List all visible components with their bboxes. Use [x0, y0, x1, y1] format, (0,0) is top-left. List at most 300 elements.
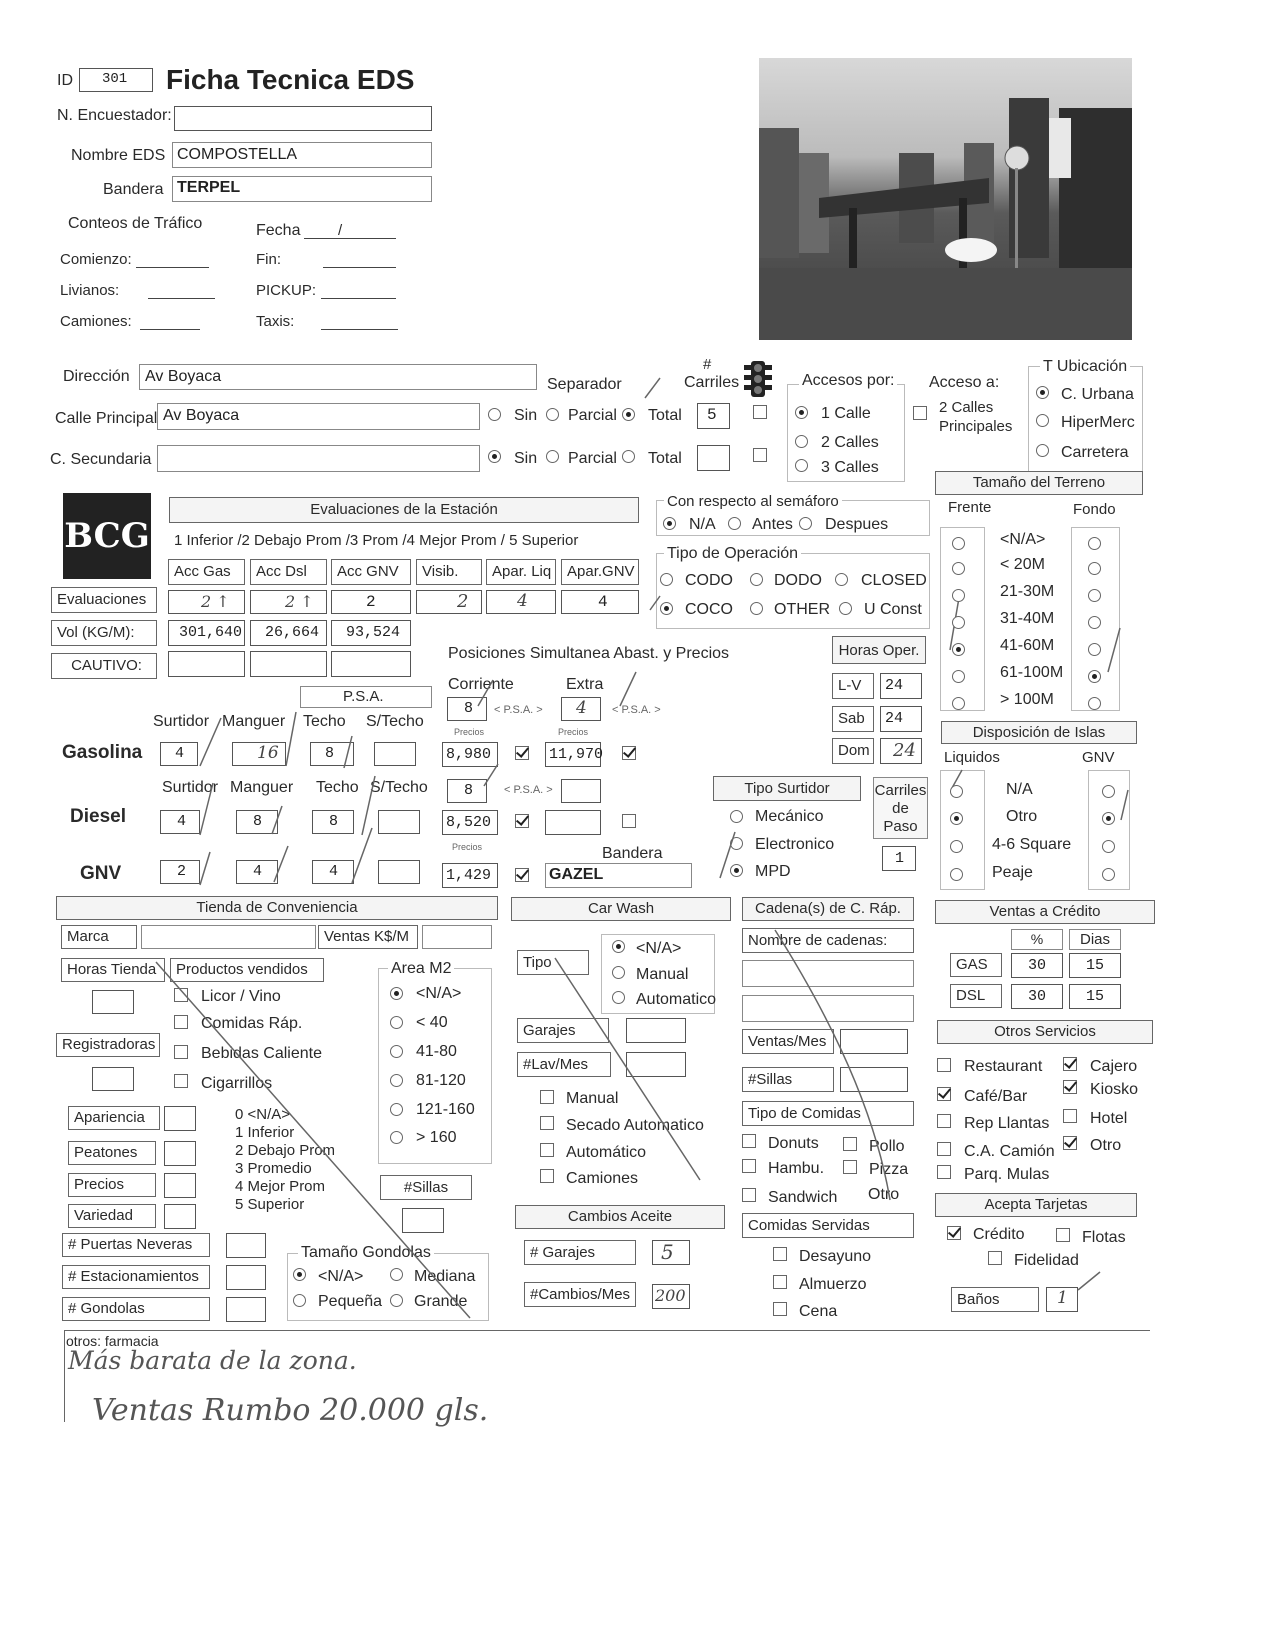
otro-hotel: Hotel — [1090, 1110, 1128, 1127]
carwash-lav-label: #Lav/Mes — [517, 1052, 611, 1077]
gas-stecho-label: S/Techo — [366, 713, 424, 730]
tc-pollo: Pollo — [869, 1138, 905, 1155]
otro-cafe-check[interactable] — [937, 1087, 951, 1101]
gond-mediana: Mediana — [414, 1268, 476, 1285]
cadenas-sillas-label: #Sillas — [742, 1067, 834, 1092]
credito-gas-pct-field[interactable] — [1011, 953, 1063, 978]
sep-secundaria-parcial-radio[interactable] — [546, 450, 559, 463]
ubicacion-hiper: HiperMerc — [1061, 414, 1135, 431]
psa-label: P.S.A. — [343, 688, 384, 705]
eval-visib-field[interactable] — [416, 590, 482, 614]
nombre-eds-field[interactable] — [172, 142, 432, 168]
tienda-variedad-label: Variedad — [68, 1204, 156, 1228]
otro-llantas-check[interactable] — [937, 1114, 951, 1128]
eval-acc-dsl-field[interactable] — [250, 590, 327, 614]
gas-corr-price-field[interactable] — [442, 742, 498, 767]
semaforo-title: Con respecto al semáforo — [664, 493, 842, 510]
cw-manual-check[interactable] — [540, 1090, 554, 1104]
dsl-extra-psa-field[interactable] — [561, 779, 601, 803]
ubicacion-carretera-radio[interactable] — [1036, 444, 1049, 457]
tarjeta-fidelidad-check[interactable] — [988, 1251, 1002, 1265]
semaforo-secundaria-check[interactable] — [753, 448, 767, 462]
gnv-check[interactable] — [515, 868, 529, 882]
dsl-extra-check[interactable] — [622, 814, 636, 828]
op-codo: CODO — [685, 572, 733, 589]
credito-dias-label: Dias — [1079, 931, 1110, 948]
psa-header — [300, 686, 432, 708]
puertas-field[interactable] — [226, 1233, 266, 1258]
op-closed-radio[interactable] — [835, 573, 848, 586]
direccion-field[interactable] — [139, 364, 537, 390]
ubicacion-hiper-radio[interactable] — [1036, 414, 1049, 427]
terreno-fondo: Fondo — [1073, 501, 1116, 518]
otro-restaurant-check[interactable] — [937, 1058, 951, 1072]
dsl-psa-tag: < P.S.A. > — [504, 784, 553, 796]
gas-techo-label: Techo — [303, 713, 346, 730]
islas-row-label-0: N/A — [1006, 781, 1033, 798]
area-radio-2[interactable] — [390, 1045, 403, 1058]
tienda-sillas-field[interactable] — [402, 1208, 444, 1233]
acceso-3calles: 3 Calles — [821, 459, 879, 476]
fecha-line[interactable] — [304, 238, 396, 239]
islas-liq-radio-3[interactable] — [950, 868, 963, 881]
carwash-garajes-field[interactable] — [626, 1018, 686, 1043]
terreno-frente-radio-4[interactable] — [952, 643, 965, 656]
direccion-value: Av Boyaca — [145, 368, 222, 385]
gnv-manguer-value: 4 — [253, 863, 263, 880]
credito-gas-dias-value: 15 — [1086, 957, 1105, 974]
terreno-frente: Frente — [948, 499, 992, 516]
otros-title: Otros Servicios — [937, 1020, 1153, 1044]
carriles-label: Carriles — [684, 374, 740, 391]
tienda-apariencia-field[interactable] — [164, 1106, 196, 1131]
dsl-techo-field[interactable] — [312, 810, 354, 834]
acceso-1calle-radio[interactable] — [795, 406, 808, 419]
gnv-price-value: 1,429 — [446, 867, 492, 884]
cw-automatico-check[interactable] — [540, 1143, 554, 1157]
gnv-price-field[interactable] — [442, 863, 498, 888]
otro-kiosko-check[interactable] — [1063, 1080, 1077, 1094]
sep-secundaria-total-radio[interactable] — [622, 450, 635, 463]
cadenas-ventas-field[interactable] — [840, 1029, 908, 1054]
gnv-bandera-field[interactable] — [545, 863, 692, 888]
prod-cigarrillos-check[interactable] — [174, 1074, 188, 1088]
conteos-label: Conteos de Tráfico — [68, 215, 203, 232]
acceso-a-check[interactable] — [913, 406, 927, 420]
carwash-garajes-label: Garajes — [517, 1018, 609, 1043]
otro-camion-check[interactable] — [937, 1142, 951, 1156]
eval-title: Evaluaciones de la Estación — [169, 497, 639, 523]
gasolina-label: Gasolina — [62, 742, 143, 763]
credito-pct-label: % — [1030, 931, 1044, 947]
surtidor-mecanico-radio[interactable] — [730, 810, 743, 823]
terreno-fondo-radio-1[interactable] — [1088, 562, 1101, 575]
tienda-ventas-field[interactable] — [422, 925, 492, 949]
area-label-4: 121-160 — [416, 1101, 475, 1118]
cs-cena-check[interactable] — [773, 1302, 787, 1316]
station-photo — [759, 58, 1132, 340]
ubicacion-urbana: C. Urbana — [1061, 386, 1134, 403]
cadenas-nombre-label: Nombre de cadenas: — [742, 928, 914, 953]
tc-donuts: Donuts — [768, 1135, 819, 1152]
tienda-precios-field[interactable] — [164, 1173, 196, 1198]
islas-gnv: GNV — [1082, 749, 1115, 766]
credito-dsl-pct-field[interactable] — [1011, 984, 1063, 1009]
estac-label: # Estacionamientos — [62, 1265, 210, 1289]
eval-apar-gnv-field[interactable] — [561, 590, 639, 614]
sep-principal-parcial-radio[interactable] — [546, 408, 559, 421]
posiciones-title: Posiciones Simultanea Abast. y Precios — [448, 645, 730, 662]
gond-na: <N/A> — [318, 1268, 364, 1285]
op-other-radio[interactable] — [750, 602, 763, 615]
aceite-garajes-value: 5 — [661, 1240, 674, 1264]
terreno-row-label-2: 21-30M — [1000, 583, 1055, 600]
credito-gas-pct-value: 30 — [1028, 957, 1047, 974]
calle-principal-label: Calle Principal — [55, 410, 158, 427]
acceso-2calles-radio[interactable] — [795, 435, 808, 448]
gnv-surtidor-field[interactable] — [160, 860, 200, 884]
eval-acc-gnv-value: 2 — [366, 593, 376, 611]
gas-extra-check[interactable] — [622, 746, 636, 760]
ubicacion-title: T Ubicación — [1040, 358, 1130, 376]
cautivo-dsl-field[interactable] — [250, 651, 327, 677]
vol-gas-field[interactable] — [168, 620, 245, 646]
scale-1: 1 Inferior — [235, 1124, 295, 1141]
semaforo-antes-radio[interactable] — [728, 517, 741, 530]
terreno-frente-radio-0[interactable] — [952, 537, 965, 550]
islas-row-label-2: 4-6 Square — [992, 836, 1072, 853]
gnv-surtidor-value: 2 — [177, 863, 187, 880]
islas-liq-radio-1[interactable] — [950, 812, 963, 825]
aceite-garajes-field[interactable] — [652, 1240, 690, 1265]
acceso-1calle: 1 Calle — [821, 405, 871, 422]
surtidor-mpd-radio[interactable] — [730, 864, 743, 877]
tienda-variedad-field[interactable] — [164, 1204, 196, 1229]
gnv-techo-field[interactable] — [312, 860, 354, 884]
area-label-2: 41-80 — [416, 1043, 457, 1060]
banos-label: Baños — [951, 1287, 1039, 1312]
area-radio-4[interactable] — [390, 1103, 403, 1116]
nombre-eds-value: COMPOSTELLA — [177, 146, 298, 163]
diesel-label: Diesel — [70, 806, 126, 827]
otro-cajero: Cajero — [1090, 1058, 1138, 1075]
gas-manguer-value: 16 — [257, 743, 279, 763]
traffic-light-icon — [744, 361, 772, 397]
otro-camion: C.A. Camión — [964, 1143, 1055, 1160]
gond-pequena-radio[interactable] — [293, 1294, 306, 1307]
terreno-row-label-1: < 20M — [1000, 556, 1045, 573]
otro-kiosko: Kiosko — [1090, 1081, 1139, 1098]
credito-dsl-dias-value: 15 — [1086, 988, 1105, 1005]
terreno-fondo-radio-4[interactable] — [1088, 643, 1101, 656]
terreno-frente-radio-1[interactable] — [952, 562, 965, 575]
area-radio-1[interactable] — [390, 1016, 403, 1029]
vol-dsl-field[interactable] — [250, 620, 327, 646]
banos-value: 1 — [1057, 1288, 1068, 1308]
comienzo-line[interactable] — [136, 267, 209, 268]
area-label-3: 81-120 — [416, 1072, 466, 1089]
gond-mediana-radio[interactable] — [390, 1268, 403, 1281]
otro-hotel-check[interactable] — [1063, 1109, 1077, 1123]
eval-acc-gnv-field[interactable] — [331, 590, 411, 614]
sep-secundaria-sin-radio[interactable] — [488, 450, 501, 463]
otro-cajero-check[interactable] — [1063, 1057, 1077, 1071]
gas-corr-precios-tag: Precios — [454, 727, 485, 737]
scale-4: 4 Mejor Prom — [235, 1178, 326, 1195]
direccion-label: Dirección — [63, 368, 130, 385]
area-radio-5[interactable] — [390, 1131, 403, 1144]
otro-cafe: Café/Bar — [964, 1088, 1028, 1105]
id-field[interactable] — [79, 68, 153, 92]
terreno-frente-radio-6[interactable] — [952, 697, 965, 710]
cadenas-sillas-field[interactable] — [840, 1067, 908, 1092]
islas-liquidos: Liquidos — [944, 749, 1000, 766]
credito-gas-dias-field[interactable] — [1069, 953, 1121, 978]
bandera-field[interactable] — [172, 176, 432, 202]
op-codo-radio[interactable] — [660, 573, 673, 586]
terreno-fondo-radio-6[interactable] — [1088, 697, 1101, 710]
eval-col-acc-gas: Acc Gas — [168, 559, 245, 585]
area-radio-3[interactable] — [390, 1074, 403, 1087]
otro-otro-check[interactable] — [1063, 1136, 1077, 1150]
horas-lv-field[interactable] — [880, 673, 922, 699]
cw-manual: Manual — [566, 1090, 619, 1107]
prod-bebidas: Bebidas Caliente — [201, 1045, 322, 1062]
terreno-fondo-radio-5[interactable] — [1088, 670, 1101, 683]
op-uconst: U Const — [864, 601, 922, 618]
aceite-cambios-field[interactable] — [652, 1284, 690, 1309]
tienda-precios-label: Precios — [68, 1173, 156, 1197]
islas-row-label-1: Otro — [1006, 808, 1038, 825]
eval-acc-dsl-value: 2 ↑ — [285, 592, 314, 611]
islas-gnv-radio-1[interactable] — [1102, 812, 1115, 825]
dsl-corr-check[interactable] — [515, 814, 529, 828]
gnv-techo-value: 4 — [329, 863, 339, 880]
surtidor-electronico: Electronico — [755, 836, 835, 853]
carwash-manual-radio[interactable] — [612, 966, 625, 979]
dsl-manguer-field[interactable] — [236, 810, 278, 834]
dsl-extra-price-field[interactable] — [545, 810, 601, 835]
gond-grande: Grande — [414, 1293, 468, 1310]
tc-hambu-check[interactable] — [742, 1159, 756, 1173]
otro-mulas-check[interactable] — [937, 1165, 951, 1179]
prod-cigarrillos: Cigarrillos — [201, 1075, 273, 1092]
op-coco-radio[interactable] — [660, 602, 673, 615]
tienda-sillas-label: #Sillas — [380, 1175, 472, 1200]
tc-pizza-check[interactable] — [843, 1160, 857, 1174]
carriles-paso-field[interactable] — [882, 846, 916, 871]
gas-techo-field[interactable] — [310, 742, 354, 766]
gas-techo-value: 8 — [325, 745, 335, 762]
terreno-row-label-3: 31-40M — [1000, 610, 1055, 627]
otro-otro: Otro — [1090, 1137, 1122, 1154]
cw-camiones: Camiones — [566, 1170, 639, 1187]
gond-grande-radio[interactable] — [390, 1294, 403, 1307]
dsl-surtidor-field[interactable] — [160, 810, 200, 834]
gondolas-field[interactable] — [226, 1297, 266, 1322]
tienda-marca-label: Marca — [61, 925, 137, 949]
carriles-secundaria-field[interactable] — [697, 445, 730, 471]
carwash-lav-field[interactable] — [626, 1052, 686, 1077]
cautivo-gnv-field[interactable] — [331, 651, 411, 677]
notes-line1: Más barata de la zona. — [68, 1346, 357, 1375]
carriles-principal-field[interactable] — [697, 403, 730, 429]
sep-principal-sin-radio[interactable] — [488, 408, 501, 421]
terreno-fondo-radio-3[interactable] — [1088, 616, 1101, 629]
cw-secado-check[interactable] — [540, 1116, 554, 1130]
horas-title: Horas Oper. — [832, 636, 926, 664]
tc-sandwich-check[interactable] — [742, 1188, 756, 1202]
carwash-auto-radio[interactable] — [612, 991, 625, 1004]
vol-gnv-field[interactable] — [331, 620, 411, 646]
tienda-title: Tienda de Conveniencia — [56, 896, 498, 920]
corriente-label: Corriente — [448, 676, 514, 693]
cw-camiones-check[interactable] — [540, 1169, 554, 1183]
area-title: Area M2 — [388, 960, 454, 978]
tienda-peatones-field[interactable] — [164, 1141, 196, 1166]
cautivo-label: CAUTIVO: — [51, 653, 157, 679]
tc-hambu: Hambu. — [768, 1160, 825, 1177]
gnv-manguer-field[interactable] — [236, 860, 278, 884]
evaluaciones-label: Evaluaciones — [51, 587, 157, 613]
gnv-stecho-field[interactable] — [378, 860, 420, 884]
ubicacion-urbana-radio[interactable] — [1036, 386, 1049, 399]
eval-scale: 1 Inferior /2 Debajo Prom /3 Prom /4 Mejor Prom / 5 Superior — [174, 532, 579, 549]
c-secundaria-field[interactable] — [157, 445, 480, 472]
taxis-line[interactable] — [321, 329, 398, 330]
puertas-label: # Puertas Neveras — [62, 1233, 210, 1257]
cadenas-nombre-field1[interactable] — [742, 960, 914, 987]
credito-dsl-dias-field[interactable] — [1069, 984, 1121, 1009]
tarjeta-credito-check[interactable] — [947, 1226, 961, 1240]
surtidor-mpd: MPD — [755, 863, 791, 880]
prod-bebidas-check[interactable] — [174, 1045, 188, 1059]
area-label-0: <N/A> — [416, 985, 462, 1002]
livianos-line[interactable] — [148, 298, 215, 299]
registradoras-field[interactable] — [92, 1067, 134, 1091]
islas-liq-radio-2[interactable] — [950, 840, 963, 853]
gas-extra-price-field[interactable] — [545, 742, 604, 767]
cw-secado: Secado Automatico — [566, 1117, 704, 1134]
cautivo-gas-field[interactable] — [168, 651, 245, 677]
gas-surtidor-field[interactable] — [160, 742, 198, 766]
islas-gnv-radio-3[interactable] — [1102, 868, 1115, 881]
semaforo-principal-check[interactable] — [753, 405, 767, 419]
eval-col-apar-gnv: Apar.GNV — [561, 559, 639, 585]
horas-sab-field[interactable] — [880, 706, 922, 732]
surtidor-electronico-radio[interactable] — [730, 837, 743, 850]
tienda-marca-field[interactable] — [141, 925, 316, 949]
terreno-fondo-radio-2[interactable] — [1088, 589, 1101, 602]
cs-cena: Cena — [799, 1303, 838, 1320]
tienda-ventas-label: Ventas K$/M — [318, 925, 418, 949]
tc-donuts-check[interactable] — [742, 1134, 756, 1148]
carriles-paso-l1: Carriles — [874, 782, 927, 799]
gond-na-radio[interactable] — [293, 1268, 306, 1281]
pickup-line[interactable] — [321, 298, 396, 299]
carwash-tipo-label: Tipo — [517, 950, 589, 975]
semaforo-despues: Despues — [825, 516, 889, 533]
gas-manguer-field[interactable] — [232, 742, 286, 766]
dsl-stecho-field[interactable] — [378, 810, 420, 834]
cs-almuerzo: Almuerzo — [799, 1276, 867, 1293]
carriles-paso-l2: de — [892, 800, 909, 817]
gondolas-title: Tamaño Gondolas — [298, 1244, 434, 1262]
horas-tienda-field[interactable] — [92, 990, 134, 1014]
estac-field[interactable] — [226, 1265, 266, 1290]
scale-2: 2 Debajo Prom — [235, 1142, 336, 1159]
terreno-frente-radio-3[interactable] — [952, 616, 965, 629]
semaforo-despues-radio[interactable] — [799, 517, 812, 530]
bcg-logo — [63, 493, 151, 579]
banos-field[interactable] — [1046, 1287, 1078, 1312]
sep-principal-sin: Sin — [514, 407, 538, 424]
eval-acc-gas-field[interactable] — [168, 590, 245, 614]
islas-gnv-radio-0[interactable] — [1102, 785, 1115, 798]
prod-comidas-check[interactable] — [174, 1015, 188, 1029]
dsl-surtidor-label: Surtidor — [162, 779, 219, 796]
horas-dom-field[interactable] — [880, 738, 922, 764]
cs-desayuno-check[interactable] — [773, 1247, 787, 1261]
eval-col-acc-gnv: Acc GNV — [331, 559, 411, 585]
terreno-fondo-radio-0[interactable] — [1088, 537, 1101, 550]
carwash-na-radio[interactable] — [612, 940, 625, 953]
dsl-precios-tag: Precios — [452, 842, 483, 852]
terreno-frente-radio-2[interactable] — [952, 589, 965, 602]
op-dodo-radio[interactable] — [750, 573, 763, 586]
gas-extra-psa-value: 4 — [576, 698, 587, 718]
scale-0: 0 <N/A> — [235, 1106, 291, 1123]
cs-almuerzo-check[interactable] — [773, 1275, 787, 1289]
dsl-price-field[interactable] — [442, 810, 498, 835]
camiones-label: Camiones: — [60, 313, 132, 330]
tc-pollo-check[interactable] — [843, 1137, 857, 1151]
camiones-line[interactable] — [140, 329, 200, 330]
area-label-1: < 40 — [416, 1014, 448, 1031]
fin-line[interactable] — [323, 267, 396, 268]
terreno-frente-radio-5[interactable] — [952, 670, 965, 683]
area-radio-0[interactable] — [390, 987, 403, 1000]
op-uconst-radio[interactable] — [839, 602, 852, 615]
sep-principal-total-radio[interactable] — [622, 408, 635, 421]
encuestador-field[interactable] — [174, 106, 432, 131]
acceso-3calles-radio[interactable] — [795, 459, 808, 472]
tarjeta-flotas-check[interactable] — [1056, 1228, 1070, 1242]
carriles-hash: # — [703, 356, 712, 373]
gas-corr-psa-field[interactable] — [447, 697, 487, 721]
gas-extra-psa-field[interactable] — [561, 697, 601, 721]
credito-title: Ventas a Crédito — [935, 900, 1155, 924]
calle-principal-field[interactable] — [157, 403, 480, 430]
gas-corr-check[interactable] — [515, 746, 529, 760]
credito-pct-header — [1011, 929, 1063, 950]
prod-licor-check[interactable] — [174, 988, 188, 1002]
prod-comidas: Comidas Ráp. — [201, 1015, 303, 1032]
gas-stecho-field[interactable] — [374, 742, 416, 766]
calle-principal-value: Av Boyaca — [163, 407, 240, 424]
eval-apar-gnv-value: 4 — [598, 593, 608, 611]
semaforo-na-radio[interactable] — [663, 517, 676, 530]
islas-liq-radio-0[interactable] — [950, 785, 963, 798]
dsl-psa-field[interactable] — [447, 779, 487, 803]
eval-apar-liq-field[interactable] — [486, 590, 556, 614]
islas-gnv-radio-2[interactable] — [1102, 840, 1115, 853]
vol-dsl-value: 26,664 — [265, 624, 320, 641]
cadenas-nombre-field2[interactable] — [742, 995, 914, 1022]
carwash-na: <N/A> — [636, 940, 682, 957]
dsl-price-value: 8,520 — [446, 814, 492, 831]
dsl-manguer-label: Manguer — [230, 779, 294, 796]
